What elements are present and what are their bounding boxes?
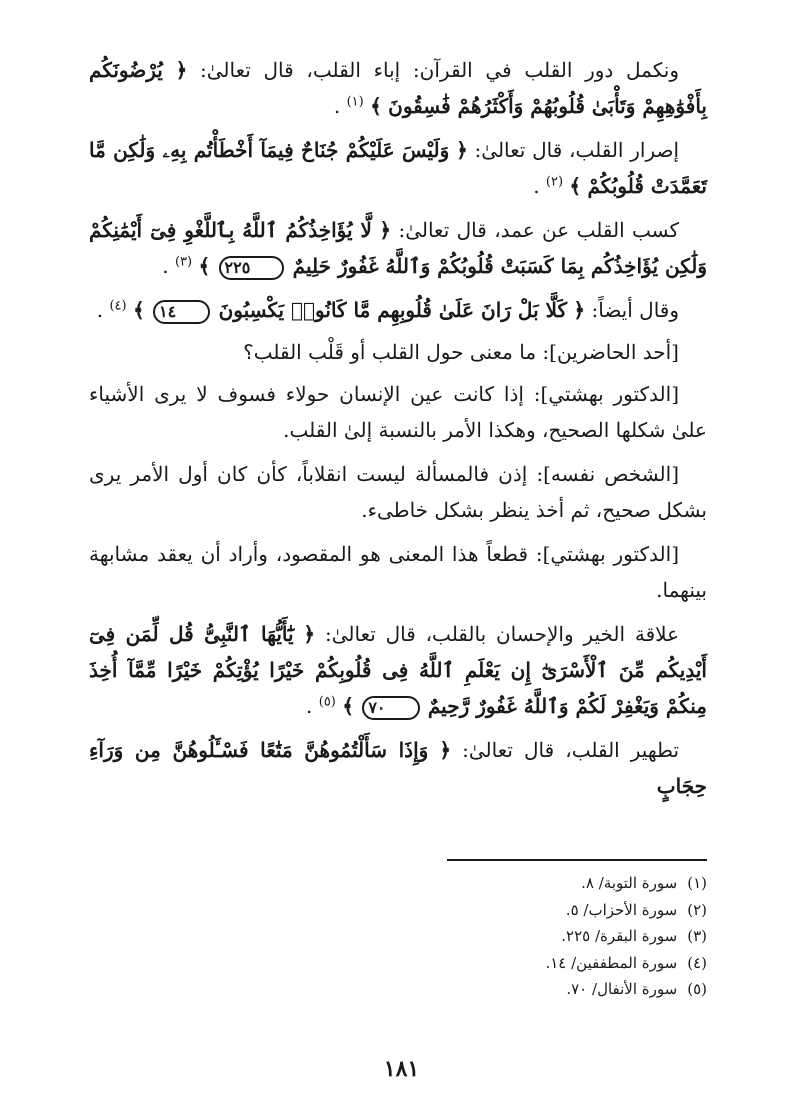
dialogue-entry: [89, 536, 707, 608]
paragraph-end: .: [333, 94, 341, 118]
dialogue-text: ما معنى حول القلب أو قَلْب القلب؟: [243, 340, 537, 364]
page-number: ١٨١: [383, 1056, 420, 1082]
footnote-ref: (٥): [318, 694, 336, 710]
paragraph-goodness-heart: [89, 616, 707, 724]
footnote-item: [307, 950, 707, 977]
ayah-number-marker: ٧٠: [362, 696, 419, 720]
quran-verse: لَّا يُؤَاخِذُكُمُ ٱللَّهُ بِٱللَّغْوِ فِىٓ أَيْمَٰنِكُمْ وَلَٰكِن يُؤَاخِذُكُم بِمَا كَسَبَتْ قُلُوبُكُمْ وَٱللَّهُ غَفُورٌ حَلِيمٌ: [89, 218, 707, 278]
footnote-item: [307, 923, 707, 950]
dialogue-entry: [89, 334, 707, 370]
footnote-number: (٢): [687, 900, 707, 919]
verse-open-bracket: ﴿: [175, 58, 188, 82]
verse-open-bracket: ﴿: [379, 218, 392, 242]
verse-open-bracket: ﴿: [439, 738, 452, 762]
footnote-number: (٤): [687, 953, 707, 972]
paragraph-intro: وقال أيضاً:: [591, 298, 679, 322]
dialogue-text: إذا كانت عين الإنسان حولاء فسوف لا يرى الأشياء علىٰ شكلها الصحيح، وهكذا الأمر بالنسبة إلىٰ القلب.: [89, 382, 707, 442]
footnote-divider: [447, 859, 707, 861]
paragraph-intro: ونكمل دور القلب في القرآن: إباء القلب، قال تعالىٰ:: [200, 58, 680, 82]
dialogue-speaker: [الدكتور بهشتي]:: [535, 542, 679, 566]
quran-verse: يَٰٓأَيُّهَا ٱلنَّبِىُّ قُل لِّمَن فِىٓ أَيْدِيكُم مِّنَ ٱلْأَسْرَىٰٓ إِن يَعْلَمِ ٱللَّهُ فِى قُلُوبِكُمْ خَيْرًا يُؤْتِكُمْ خَيْرًا مِّمَّآ أُخِذَ مِنكُمْ وَيَغْفِرْ لَكُمْ وَٱللَّهُ غَفُورٌ رَّحِيمٌ: [89, 622, 707, 718]
paragraph-intro: إصرار القلب، قال تعالىٰ:: [474, 138, 680, 162]
verse-open-bracket: ﴿: [303, 622, 316, 646]
dialogue-text: إذن فالمسألة ليست انقلاباً، كأن كان أول الأمر يرى بشكل صحيح، ثم أخذ ينظر بشكل خاطىء.: [89, 462, 707, 522]
ayah-number-marker: ٢٢٥: [219, 256, 285, 280]
verse-close-bracket: ﴾: [569, 174, 582, 198]
paragraph-also-said: [89, 292, 707, 328]
quran-verse: كَلَّا بَلْ رَانَ عَلَىٰ قُلُوبِهِم مَّا كَانُوا۟ يَكْسِبُونَ: [218, 298, 568, 322]
dialogue-speaker: [أحد الحاضرين]:: [542, 340, 679, 364]
footnote-text: سورة التوبة/ ٨.: [581, 874, 678, 892]
footnote-number: (٣): [687, 927, 707, 945]
footnote-ref: (٤): [109, 298, 127, 314]
paragraph-intro: علاقة الخير والإحسان بالقلب، قال تعالىٰ:: [324, 622, 680, 646]
dialogue-speaker: [الشخص نفسه]:: [536, 462, 679, 486]
paragraph-heart-persistence: [89, 132, 707, 204]
footnote-text: سورة الأنفال/ ٧٠.: [566, 980, 678, 998]
paragraph-end: .: [533, 174, 540, 198]
footnotes-list: [307, 870, 707, 1003]
footnote-text: سورة المطففين/ ١٤.: [545, 953, 678, 972]
paragraph-intro: تطهير القلب، قال تعالىٰ:: [462, 738, 680, 762]
dialogue-entry: [89, 456, 707, 528]
footnote-item: [307, 897, 707, 924]
quran-verse: يُرْضُونَكُم بِأَفْوَٰهِهِمْ وَتَأْبَىٰ قُلُوبُهُمْ وَأَكْثَرُهُمْ فَٰسِقُونَ: [89, 58, 707, 118]
dialogue-speaker: [الدكتور بهشتي]:: [533, 382, 680, 406]
footnote-text: سورة الأحزاب/ ٥.: [565, 900, 678, 919]
main-text: [89, 52, 707, 812]
footnote-number: (١): [687, 874, 707, 892]
footnote-number: (٥): [687, 980, 707, 998]
paragraph-heart-purification: [89, 732, 707, 804]
footnote-item: [307, 976, 707, 1003]
paragraph-intro: كسب القلب عن عمد، قال تعالىٰ:: [398, 218, 680, 242]
footnote-ref: (٣): [174, 254, 193, 270]
verse-close-bracket: ﴾: [342, 694, 354, 718]
verse-open-bracket: ﴿: [573, 298, 586, 322]
verse-close-bracket: ﴾: [370, 94, 382, 118]
footnote-ref: (١): [346, 94, 364, 110]
verse-close-bracket: ﴾: [132, 298, 145, 322]
dialogue-entry: [89, 376, 707, 448]
paragraph-end: .: [162, 254, 169, 278]
paragraph-end: .: [96, 298, 104, 322]
paragraph-end: .: [306, 694, 313, 718]
verse-open-bracket: ﴿: [456, 138, 468, 162]
quran-verse: وَإِذَا سَأَلْتُمُوهُنَّ مَتَٰعًا فَسْـَٔلُوهُنَّ مِن وَرَآءِ حِجَابٍ: [89, 738, 707, 798]
verse-close-bracket: ﴾: [198, 254, 211, 278]
ayah-number-marker: ١٤: [153, 300, 210, 324]
dialogue-text: قطعاً هذا المعنى هو المقصود، وأراد أن يعقد مشابهة بينهما.: [89, 542, 707, 602]
quran-verse: وَلَيْسَ عَلَيْكُمْ جُنَاحٌ فِيمَآ أَخْطَأْتُم بِهِۦ وَلَٰكِن مَّا تَعَمَّدَتْ قُلُوبُكُمْ: [89, 138, 707, 198]
paragraph-heart-earning: [89, 212, 707, 284]
footnote-item: [307, 870, 707, 897]
footnote-text: سورة البقرة/ ٢٢٥.: [561, 927, 678, 945]
paragraph-heart-refusal: [89, 52, 707, 124]
footnote-ref: (٢): [545, 174, 564, 190]
